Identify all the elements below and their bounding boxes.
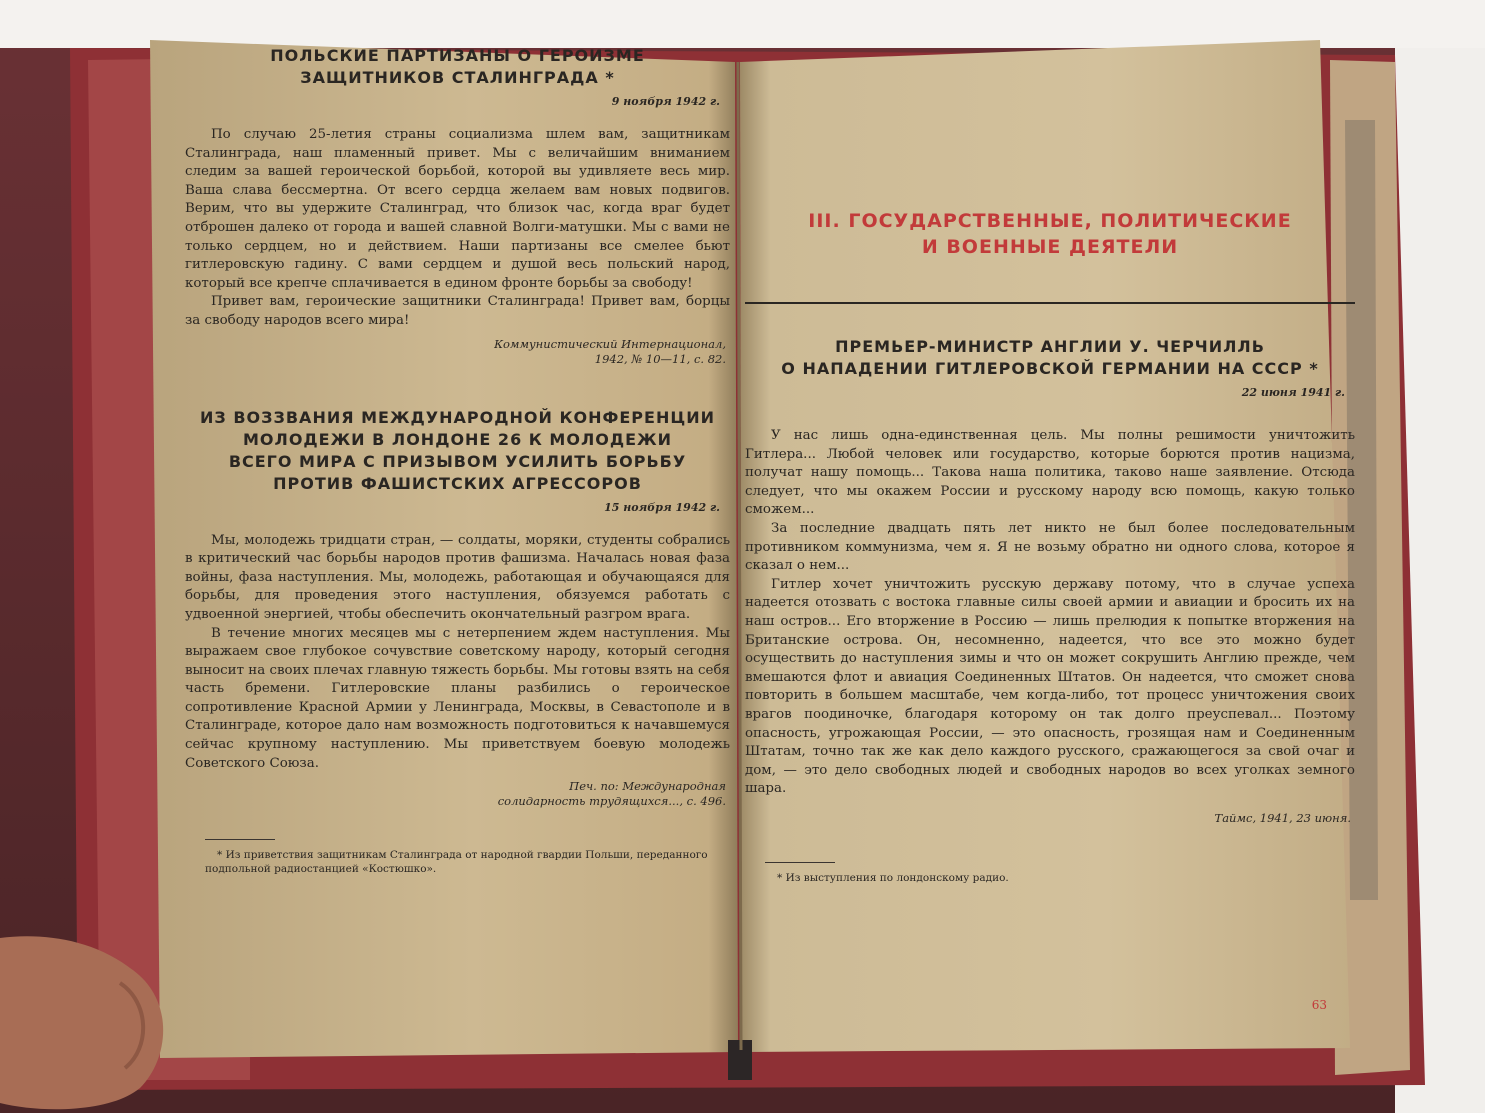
article-title-line: МОЛОДЕЖИ В ЛОНДОНЕ 26 К МОЛОДЕЖИ xyxy=(243,429,672,449)
white-sheet xyxy=(0,0,1485,48)
paragraph: У нас лишь одна-единственная цель. Мы полны решимости уничтожить Гитлера... Любой человек или государство, которые борются против нацизма, получат нашу помощь... Такова наша политика, таково наше заявление. Отсюда следует, что мы окажем России и русскому народу всю помощь, какую только сможем... xyxy=(745,428,1355,518)
article-title-line: ИЗ ВОЗЗВАНИЯ МЕЖДУНАРОДНОЙ КОНФЕРЕНЦИИ xyxy=(200,407,715,427)
footnote: * Из выступления по лондонскому радио. xyxy=(777,871,1009,884)
section-title-line: III. ГОСУДАРСТВЕННЫЕ, ПОЛИТИЧЕСКИЕ xyxy=(808,210,1292,232)
paragraph: Мы, молодежь тридцати стран, — солдаты, моряки, студенты собрались в критический час борьбы народов против фашизма. Началась новая фаза войны, фаза наступления. Мы, молодежь, работающая и обучающаяся для борьбы, для проведения этого наступления, обязуемся работать с удвоенной энергией, чтобы обеспечить окончательный разгром врага. xyxy=(185,532,730,622)
footnote: * Из приветствия защитникам Сталинграда от народной гвардии Польши, переданного подпольной радиостанцией «Костюшко». xyxy=(205,849,708,876)
article-title-line: ПОЛЬСКИЕ ПАРТИЗАНЫ О ГЕРОИЗМЕ xyxy=(270,46,645,65)
article-polish-partisans xyxy=(185,45,730,367)
thumb-shape xyxy=(0,928,170,1113)
source-line: Коммунистический Интернационал, xyxy=(494,336,726,351)
source-line: солидарность трудящихся..., с. 496. xyxy=(497,794,726,809)
source-line: 1942, № 10—11, с. 82. xyxy=(594,351,726,366)
paragraph: За последние двадцать пять лет никто не был более последовательным противником коммунизма, чем я. Я не возьму обратно ни одного слова, которое я сказал о нем... xyxy=(745,520,1355,574)
article-date: 15 ноября 1942 г. xyxy=(604,500,720,514)
footnote-rule xyxy=(205,839,275,840)
article-youth-conference xyxy=(185,407,730,810)
source-citation xyxy=(185,337,726,367)
footnote-rule xyxy=(765,862,835,863)
article-title-line: ПРЕМЬЕР-МИНИСТР АНГЛИИ У. ЧЕРЧИЛЛЬ xyxy=(835,337,1265,356)
page-number: 63 xyxy=(1311,998,1327,1012)
article-title-line: О НАПАДЕНИИ ГИТЛЕРОВСКОЙ ГЕРМАНИИ НА СССР * xyxy=(781,359,1319,378)
article-churchill xyxy=(745,336,1355,826)
article-date: 9 ноября 1942 г. xyxy=(611,95,720,108)
right-page xyxy=(745,100,1355,1050)
article-title-line: ЗАЩИТНИКОВ СТАЛИНГРАДА * xyxy=(300,68,615,87)
paragraph: В течение многих месяцев мы с нетерпением ждем наступления. Мы выражаем свое глубокое сочувствие советскому народу, который сегодня выносит на своих плечах главную тяжесть борьбы. Мы готовы взять на себя часть бремени. Гитлеровские планы разбились о героическое сопротивление Красной Армии у Ленинграда, Москвы, в Севастополе и в Сталинграде, которое дало нам возможность подготовиться к начавшемуся сейчас крупному наступлению. Мы приветствуем боевую молодежь Советского Союза. xyxy=(185,625,730,771)
paragraph: Гитлер хочет уничтожить русскую державу потому, что в случае успеха надеется отозвать с востока главные силы своей армии и авиации и бросить их на наш остров... Его вторжение в Россию — лишь прелюдия к попытке вторжения на Британские острова. Он, несомненно, надеется, что все это можно будет осуществить до наступления зимы и что он может сокрушить Англию прежде, чем вмешаются флот и авиация Соединенных Штатов. Он надеется, что сможет снова повторить в большем масштабе, чем когда-либо, тот процесс уничтожения своих врагов поодиночке, благодаря которому он так долго преуспевал... Поэтому опасность, угрожающая России, — это опасность, грозящая нам и Соединенным Штатам, точно так же как дело каждого русского, сражающегося за свой очаг и дом, — это дело свободных людей и свободных народов во всех уголках земного шара. xyxy=(745,576,1355,797)
section-title-line: И ВОЕННЫЕ ДЕЯТЕЛИ xyxy=(921,236,1179,258)
left-page xyxy=(185,45,730,1050)
source-citation: Таймс, 1941, 23 июня. xyxy=(1214,810,1351,825)
article-date: 22 июня 1941 г. xyxy=(1241,386,1345,399)
article-title-line: ВСЕГО МИРА С ПРИЗЫВОМ УСИЛИТЬ БОРЬБУ xyxy=(228,451,687,471)
source-line: Печ. по: Международная xyxy=(569,779,726,794)
article-title-line: ПРОТИВ ФАШИСТСКИХ АГРЕССОРОВ xyxy=(273,473,642,493)
section-rule xyxy=(745,302,1355,304)
paragraph: Привет вам, героические защитники Сталинграда! Привет вам, борцы за свободу народов всего мира! xyxy=(185,294,730,328)
source-citation xyxy=(185,779,726,809)
section-heading xyxy=(745,208,1355,260)
paragraph: По случаю 25-летия страны социализма шлем вам, защитникам Сталинграда, наш пламенный привет. Мы с величайшим вниманием следим за вашей героической борьбой, которой вы удивляете весь мир. Ваша слава бессмертна. От всего сердца желаем вам новых подвигов. Верим, что вы удержите Сталинград, что близок час, когда враг будет отброшен далеко от города и вашей славной Волги-матушки. Мы с вами не только сердцем, но и действием. Наши партизаны все смелее бьют гитлеровскую гадину. С вами сердцем и душой весь польский народ, который все крепче сплачивается в едином фронте борьбы за свободу! xyxy=(185,127,730,291)
